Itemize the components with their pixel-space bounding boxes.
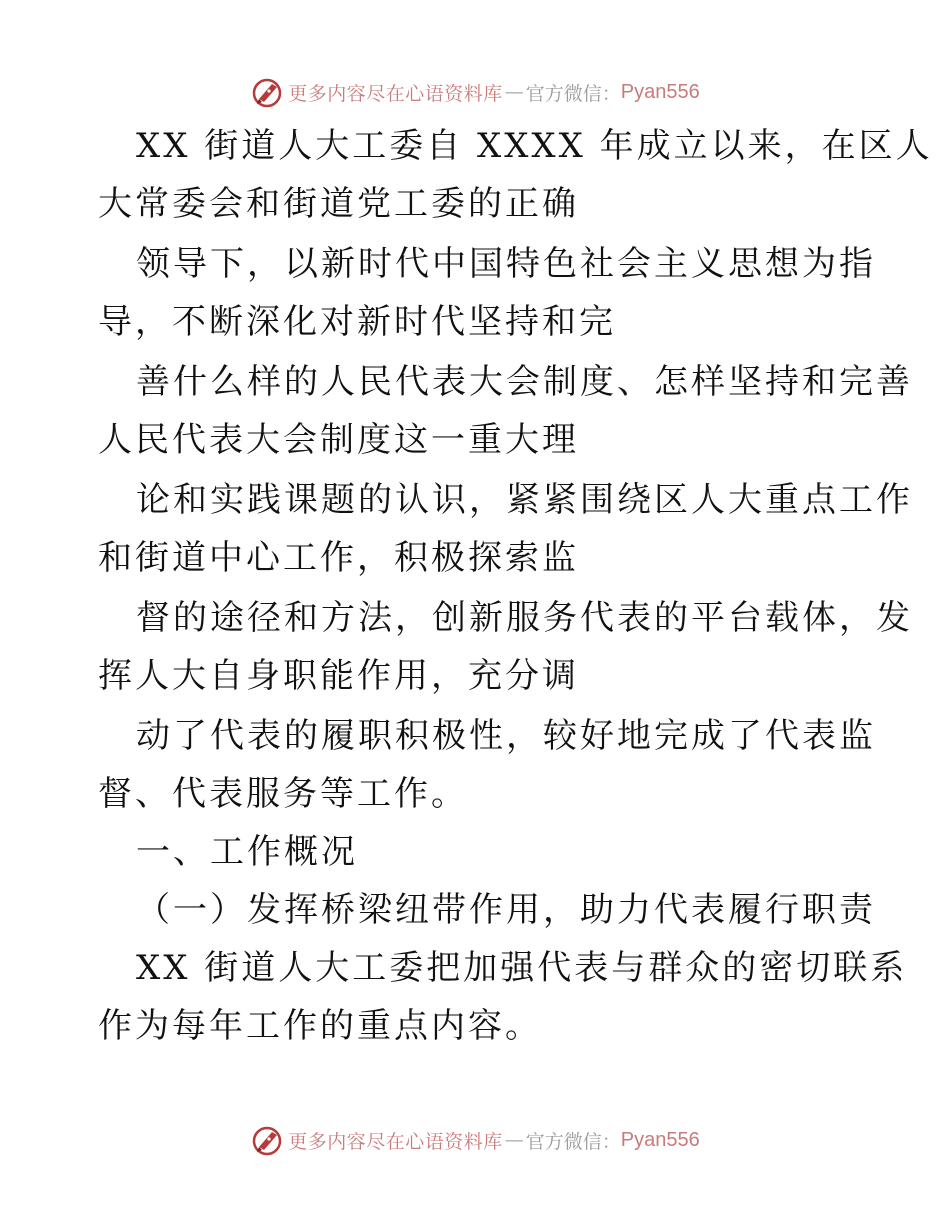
paragraph-line: XX 街道人大工委自 XXXX 年成立以来，在区人 [136,126,933,166]
banner-main-text: 更多内容尽在心语资料库 [288,82,503,105]
paragraph-line: 论和实践课题的认识，紧紧围绕区人大重点工作 [136,480,913,520]
banner-separator: — [504,81,524,103]
banner-wechat-label: 官方微信： [525,82,621,105]
paragraph-line: 大常委会和街道党工委的正确 [98,184,579,224]
banner-wechat-id: Pyan556 [620,1128,700,1151]
paragraph-line: 善什么样的人民代表大会制度、怎样坚持和完善 [136,362,913,402]
paragraph-line: 人民代表大会制度这一重大理 [98,420,579,460]
pen-nib-logo-icon [250,1123,284,1157]
paragraph-line: 作为每年工作的重点内容。 [98,1006,542,1046]
paragraph-line: XX 街道人大工委把加强代表与群众的密切联系 [136,948,908,988]
pen-nib-logo-icon [250,75,284,109]
paragraph-line: 挥人大自身职能作用，充分调 [98,656,579,696]
subsection-heading: （一）发挥桥梁纽带作用，助力代表履行职责 [136,890,876,930]
paragraph-line: 动了代表的履职积极性，较好地完成了代表监 [136,716,876,756]
paragraph-line: 导，不断深化对新时代坚持和完 [98,302,616,342]
banner-wechat-label: 官方微信： [525,1130,621,1153]
banner-main-text: 更多内容尽在心语资料库 [288,1130,503,1153]
section-heading: 一、工作概况 [136,832,358,872]
banner-wechat-id: Pyan556 [620,80,700,103]
paragraph-line: 领导下，以新时代中国特色社会主义思想为指 [136,244,876,284]
banner-separator: — [504,1129,524,1151]
header-banner [0,72,950,112]
paragraph-line: 督、代表服务等工作。 [98,774,468,814]
paragraph-line: 督的途径和方法，创新服务代表的平台载体，发 [136,598,913,638]
footer-banner [0,1120,950,1160]
paragraph-line: 和街道中心工作，积极探索监 [98,538,579,578]
